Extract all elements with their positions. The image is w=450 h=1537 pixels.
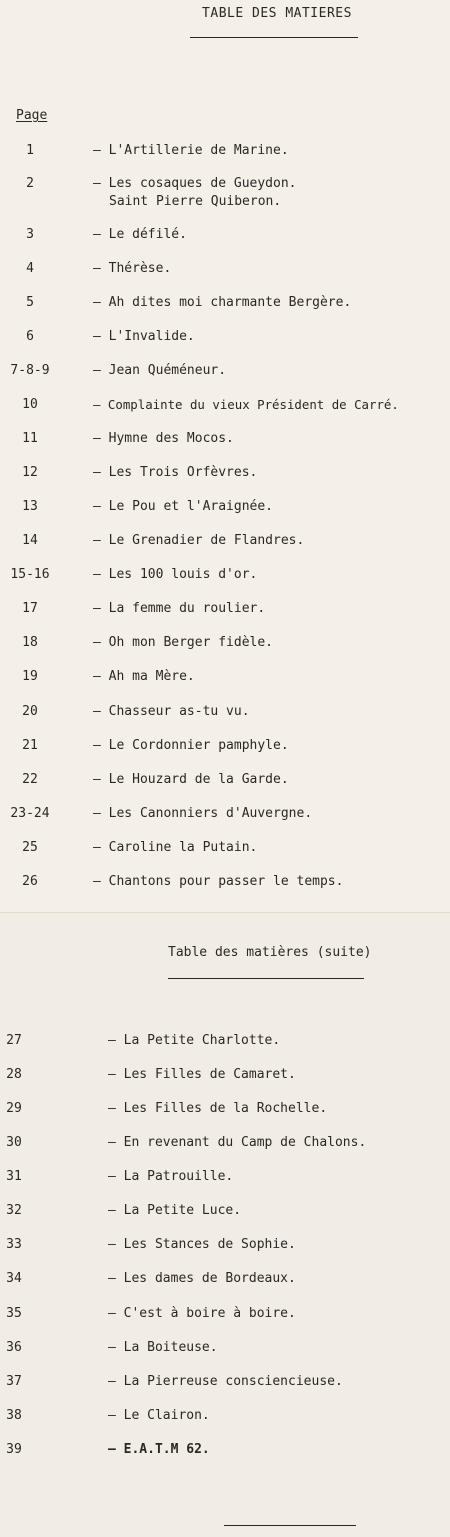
- entry-page-number: 19: [22, 669, 38, 684]
- toc-title: TABLE DES MATIERES: [202, 6, 352, 21]
- entry-page-number: 20: [22, 704, 38, 719]
- entry-page-number: 7-8-9: [10, 363, 50, 378]
- entry-page-number: 33: [6, 1237, 22, 1252]
- entry-title: – L'Invalide.: [93, 329, 195, 344]
- page-column-label: Page: [16, 108, 48, 123]
- entry-title: – Chantons pour passer le temps.: [93, 874, 344, 889]
- title-underline: [168, 978, 364, 979]
- entry-title: – Le Grenadier de Flandres.: [93, 533, 305, 548]
- entry-title: – La Patrouille.: [108, 1169, 234, 1184]
- entry-page-number: 23-24: [10, 806, 50, 821]
- entry-page-number: 17: [22, 601, 38, 616]
- entry-title: – Ah dites moi charmante Bergère.: [93, 295, 352, 310]
- entry-page-number: 10: [22, 397, 38, 412]
- entry-title: – L'Artillerie de Marine.: [93, 143, 289, 158]
- entry-title: – La Boiteuse.: [108, 1340, 218, 1355]
- entry-title: – Les dames de Bordeaux.: [108, 1271, 296, 1286]
- entry-title: – La Pierreuse consciencieuse.: [108, 1374, 343, 1389]
- entry-page-number: 15-16: [10, 567, 50, 582]
- title-underline: [190, 37, 358, 38]
- entry-page-number: 29: [6, 1101, 22, 1116]
- entry-page-number: 39: [6, 1442, 22, 1457]
- entry-title: – En revenant du Camp de Chalons.: [108, 1135, 367, 1150]
- entry-title: – Les 100 louis d'or.: [93, 567, 258, 582]
- entry-page-number: 3: [26, 227, 34, 242]
- entry-page-number: 13: [22, 499, 38, 514]
- entry-page-number: 14: [22, 533, 38, 548]
- entry-page-number: 34: [6, 1271, 22, 1286]
- entry-page-number: 31: [6, 1169, 22, 1184]
- toc-continuation-title: Table des matières (suite): [168, 945, 372, 960]
- entry-title: – Le Houzard de la Garde.: [93, 772, 289, 787]
- entry-title: – Les Filles de la Rochelle.: [108, 1101, 328, 1116]
- entry-page-number: 26: [22, 874, 38, 889]
- entry-title: – Ah ma Mère.: [93, 669, 195, 684]
- entry-title: – Hymne des Mocos.: [93, 431, 234, 446]
- entry-title: – Le Cordonnier pamphyle.: [93, 738, 289, 753]
- entry-page-number: 32: [6, 1203, 22, 1218]
- closing-rule: [224, 1525, 356, 1526]
- entry-title: – Le défilé.: [93, 227, 187, 242]
- entry-page-number: 11: [22, 431, 38, 446]
- entry-title: – Complainte du vieux Président de Carré.: [93, 397, 399, 412]
- entry-title: – La Petite Charlotte.: [108, 1033, 281, 1048]
- entry-page-number: 12: [22, 465, 38, 480]
- entry-page-number: 6: [26, 329, 34, 344]
- entry-page-number: 22: [22, 772, 38, 787]
- entry-title: – E.A.T.M 62.: [108, 1442, 210, 1457]
- entry-page-number: 36: [6, 1340, 22, 1355]
- entry-title: – Les cosaques de Gueydon.: [93, 176, 297, 191]
- entry-title: – La femme du roulier.: [93, 601, 266, 616]
- entry-page-number: 38: [6, 1408, 22, 1423]
- entry-page-number: 25: [22, 840, 38, 855]
- entry-page-number: 35: [6, 1306, 22, 1321]
- entry-title: – Oh mon Berger fidèle.: [93, 635, 274, 650]
- entry-title: – Caroline la Putain.: [93, 840, 258, 855]
- entry-title: – Chasseur as-tu vu.: [93, 704, 250, 719]
- entry-page-number: 21: [22, 738, 38, 753]
- entry-title: – Les Stances de Sophie.: [108, 1237, 296, 1252]
- entry-page-number: 18: [22, 635, 38, 650]
- entry-title: – Le Clairon.: [108, 1408, 210, 1423]
- entry-page-number: 4: [26, 261, 34, 276]
- entry-title: – Jean Quéméneur.: [93, 363, 227, 378]
- entry-title: – La Petite Luce.: [108, 1203, 242, 1218]
- toc-sheet-2: [0, 912, 450, 1537]
- entry-page-number: 30: [6, 1135, 22, 1150]
- entry-title: – Les Trois Orfèvres.: [93, 465, 258, 480]
- entry-page-number: 37: [6, 1374, 22, 1389]
- entry-title-line-2: Saint Pierre Quiberon.: [109, 194, 282, 209]
- entry-title: – Les Canonniers d'Auvergne.: [93, 806, 313, 821]
- entry-page-number: 5: [26, 295, 34, 310]
- entry-title: – Les Filles de Camaret.: [108, 1067, 296, 1082]
- entry-page-number: 28: [6, 1067, 22, 1082]
- entry-page-number: 1: [26, 143, 34, 158]
- entry-page-number: 2: [26, 176, 34, 191]
- entry-title: – C'est à boire à boire.: [108, 1306, 296, 1321]
- entry-title: – Le Pou et l'Araignée.: [93, 499, 274, 514]
- entry-page-number: 27: [6, 1033, 22, 1048]
- entry-title: – Thérèse.: [93, 261, 172, 276]
